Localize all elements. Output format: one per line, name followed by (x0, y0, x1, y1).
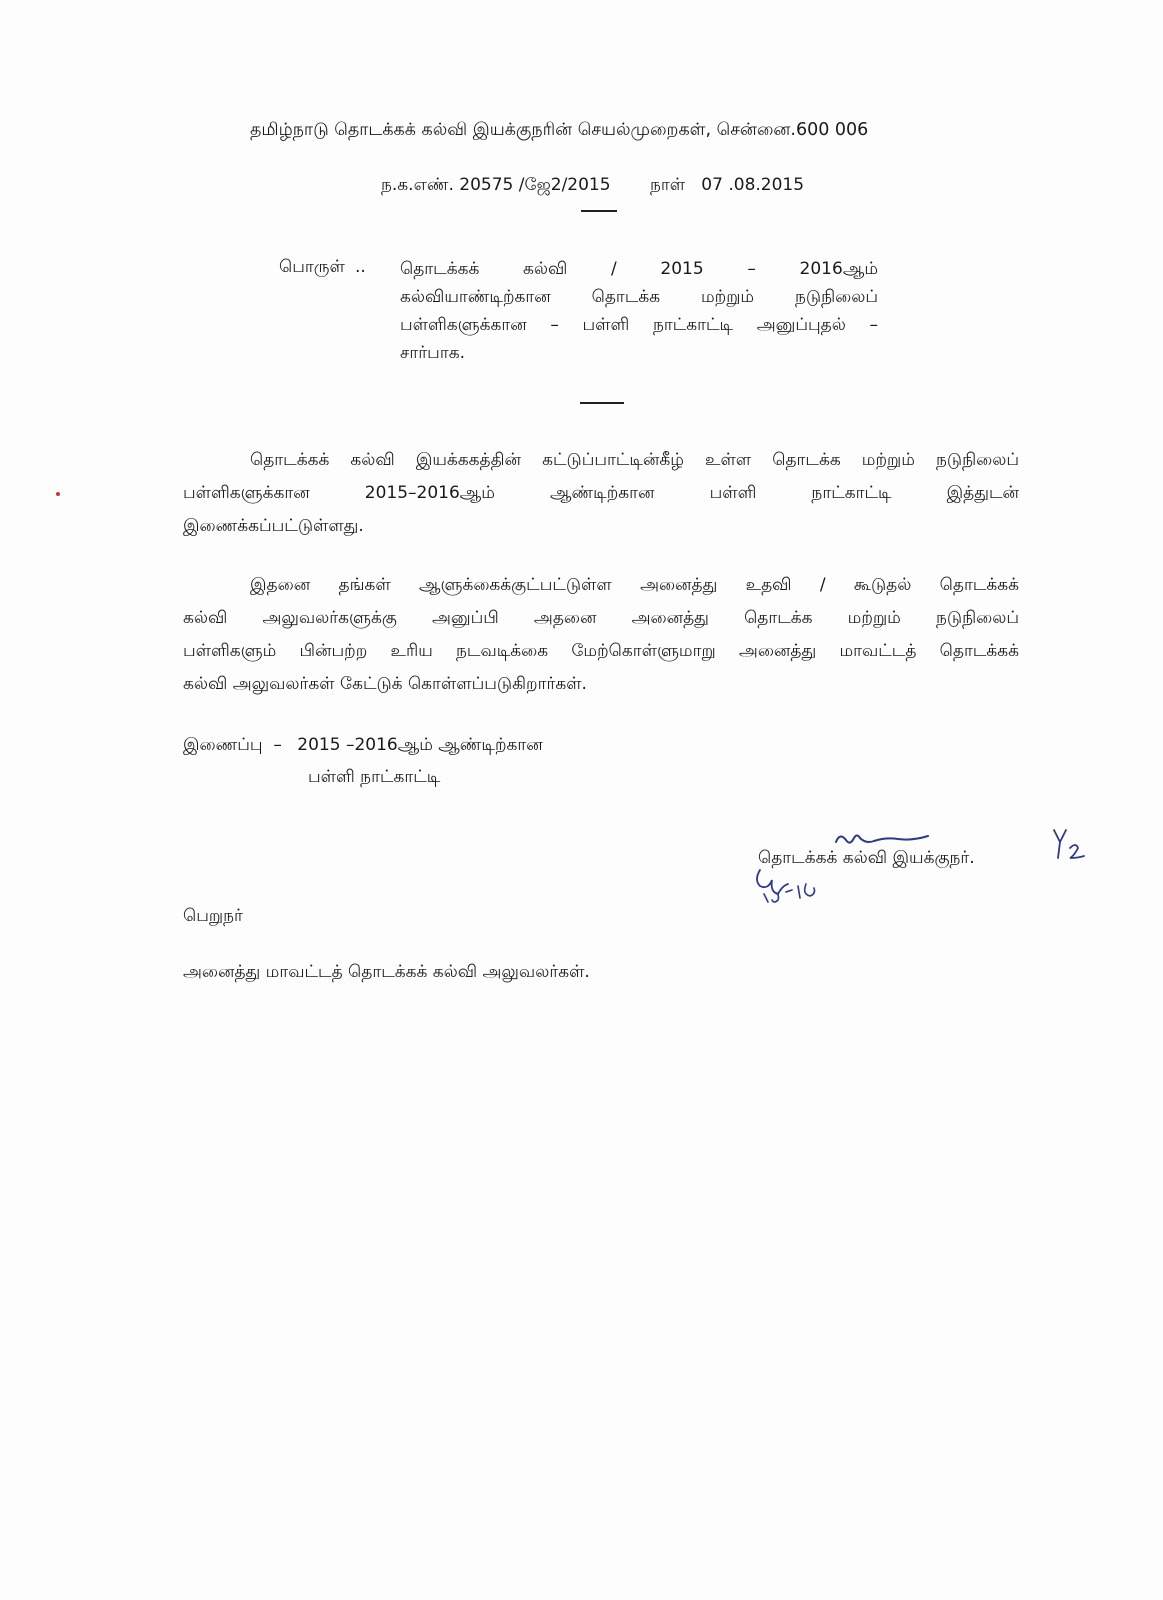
paragraph-line: இணைக்கப்பட்டுள்ளது. (183, 516, 364, 536)
document-date: நாள் 07 .08.2015 (649, 175, 805, 195)
paragraph-line: பள்ளிகளுக்கான 2015–2016ஆம் ஆண்டிற்கான பள்ளி நாட்காட்டி இத்துடன் (183, 483, 1019, 503)
handwritten-initials (1048, 826, 1098, 862)
paragraph-line: இதனை தங்கள் ஆளுக்கைக்குட்பட்டுள்ள அனைத்து உதவி / கூடுதல் தொடக்கக் (250, 575, 1019, 595)
document-heading: தமிழ்நாடு தொடக்கக் கல்வி இயக்குநரின் செயல்முறைகள், சென்னை.600 006 (250, 120, 869, 140)
scan-speck (56, 492, 60, 496)
paragraph-line: பள்ளிகளும் பின்பற்ற உரிய நடவடிக்கை மேற்கொள்ளுமாறு அனைத்து மாவட்டத் தொடக்கக் (183, 641, 1019, 661)
subject-line: தொடக்கக் கல்வி / 2015 – 2016ஆம் (400, 259, 878, 279)
paragraph-line: தொடக்கக் கல்வி இயக்ககத்தின் கட்டுப்பாட்டின்கீழ் உள்ள தொடக்க மற்றும் நடுநிலைப் (250, 450, 1019, 470)
signatory-title: தொடக்கக் கல்வி இயக்குநர். (758, 848, 975, 868)
paragraph-line: கல்வி அலுவலர்கள் கேட்டுக் கொள்ளப்படுகிறார்கள். (183, 674, 587, 694)
enclosure-value: 2015 –2016ஆம் ஆண்டிற்கான (297, 735, 543, 755)
enclosure-value-continued: பள்ளி நாட்காட்டி (308, 767, 441, 787)
recipient-name: அனைத்து மாவட்டத் தொடக்கக் கல்வி அலுவலர்கள். (183, 962, 590, 982)
subject-line: கல்வியாண்டிற்கான தொடக்க மற்றும் நடுநிலைப் (400, 287, 878, 307)
subject-text (400, 255, 878, 367)
body-paragraph-2 (183, 569, 1019, 701)
subject-separator: .. (355, 257, 366, 277)
enclosure-row (183, 733, 543, 757)
subject-line: சார்பாக. (400, 343, 465, 363)
enclosure-label: இணைப்பு – (183, 735, 282, 755)
subject-label: பொருள் (279, 257, 345, 277)
divider-short (581, 210, 617, 212)
divider-short (580, 402, 624, 404)
paragraph-line: கல்வி அலுவலர்களுக்கு அனுப்பி அதனை அனைத்து தொடக்க மற்றும் நடுநிலைப் (183, 608, 1019, 628)
reference-row (381, 173, 804, 197)
body-paragraph-1 (183, 444, 1019, 543)
reference-number: ந.க.எண். 20575 /ஜே2/2015 (381, 175, 611, 195)
subject-line: பள்ளிகளுக்கான – பள்ளி நாட்காட்டி அனுப்புதல் – (400, 315, 878, 335)
recipient-label: பெறுநர் (183, 906, 243, 926)
